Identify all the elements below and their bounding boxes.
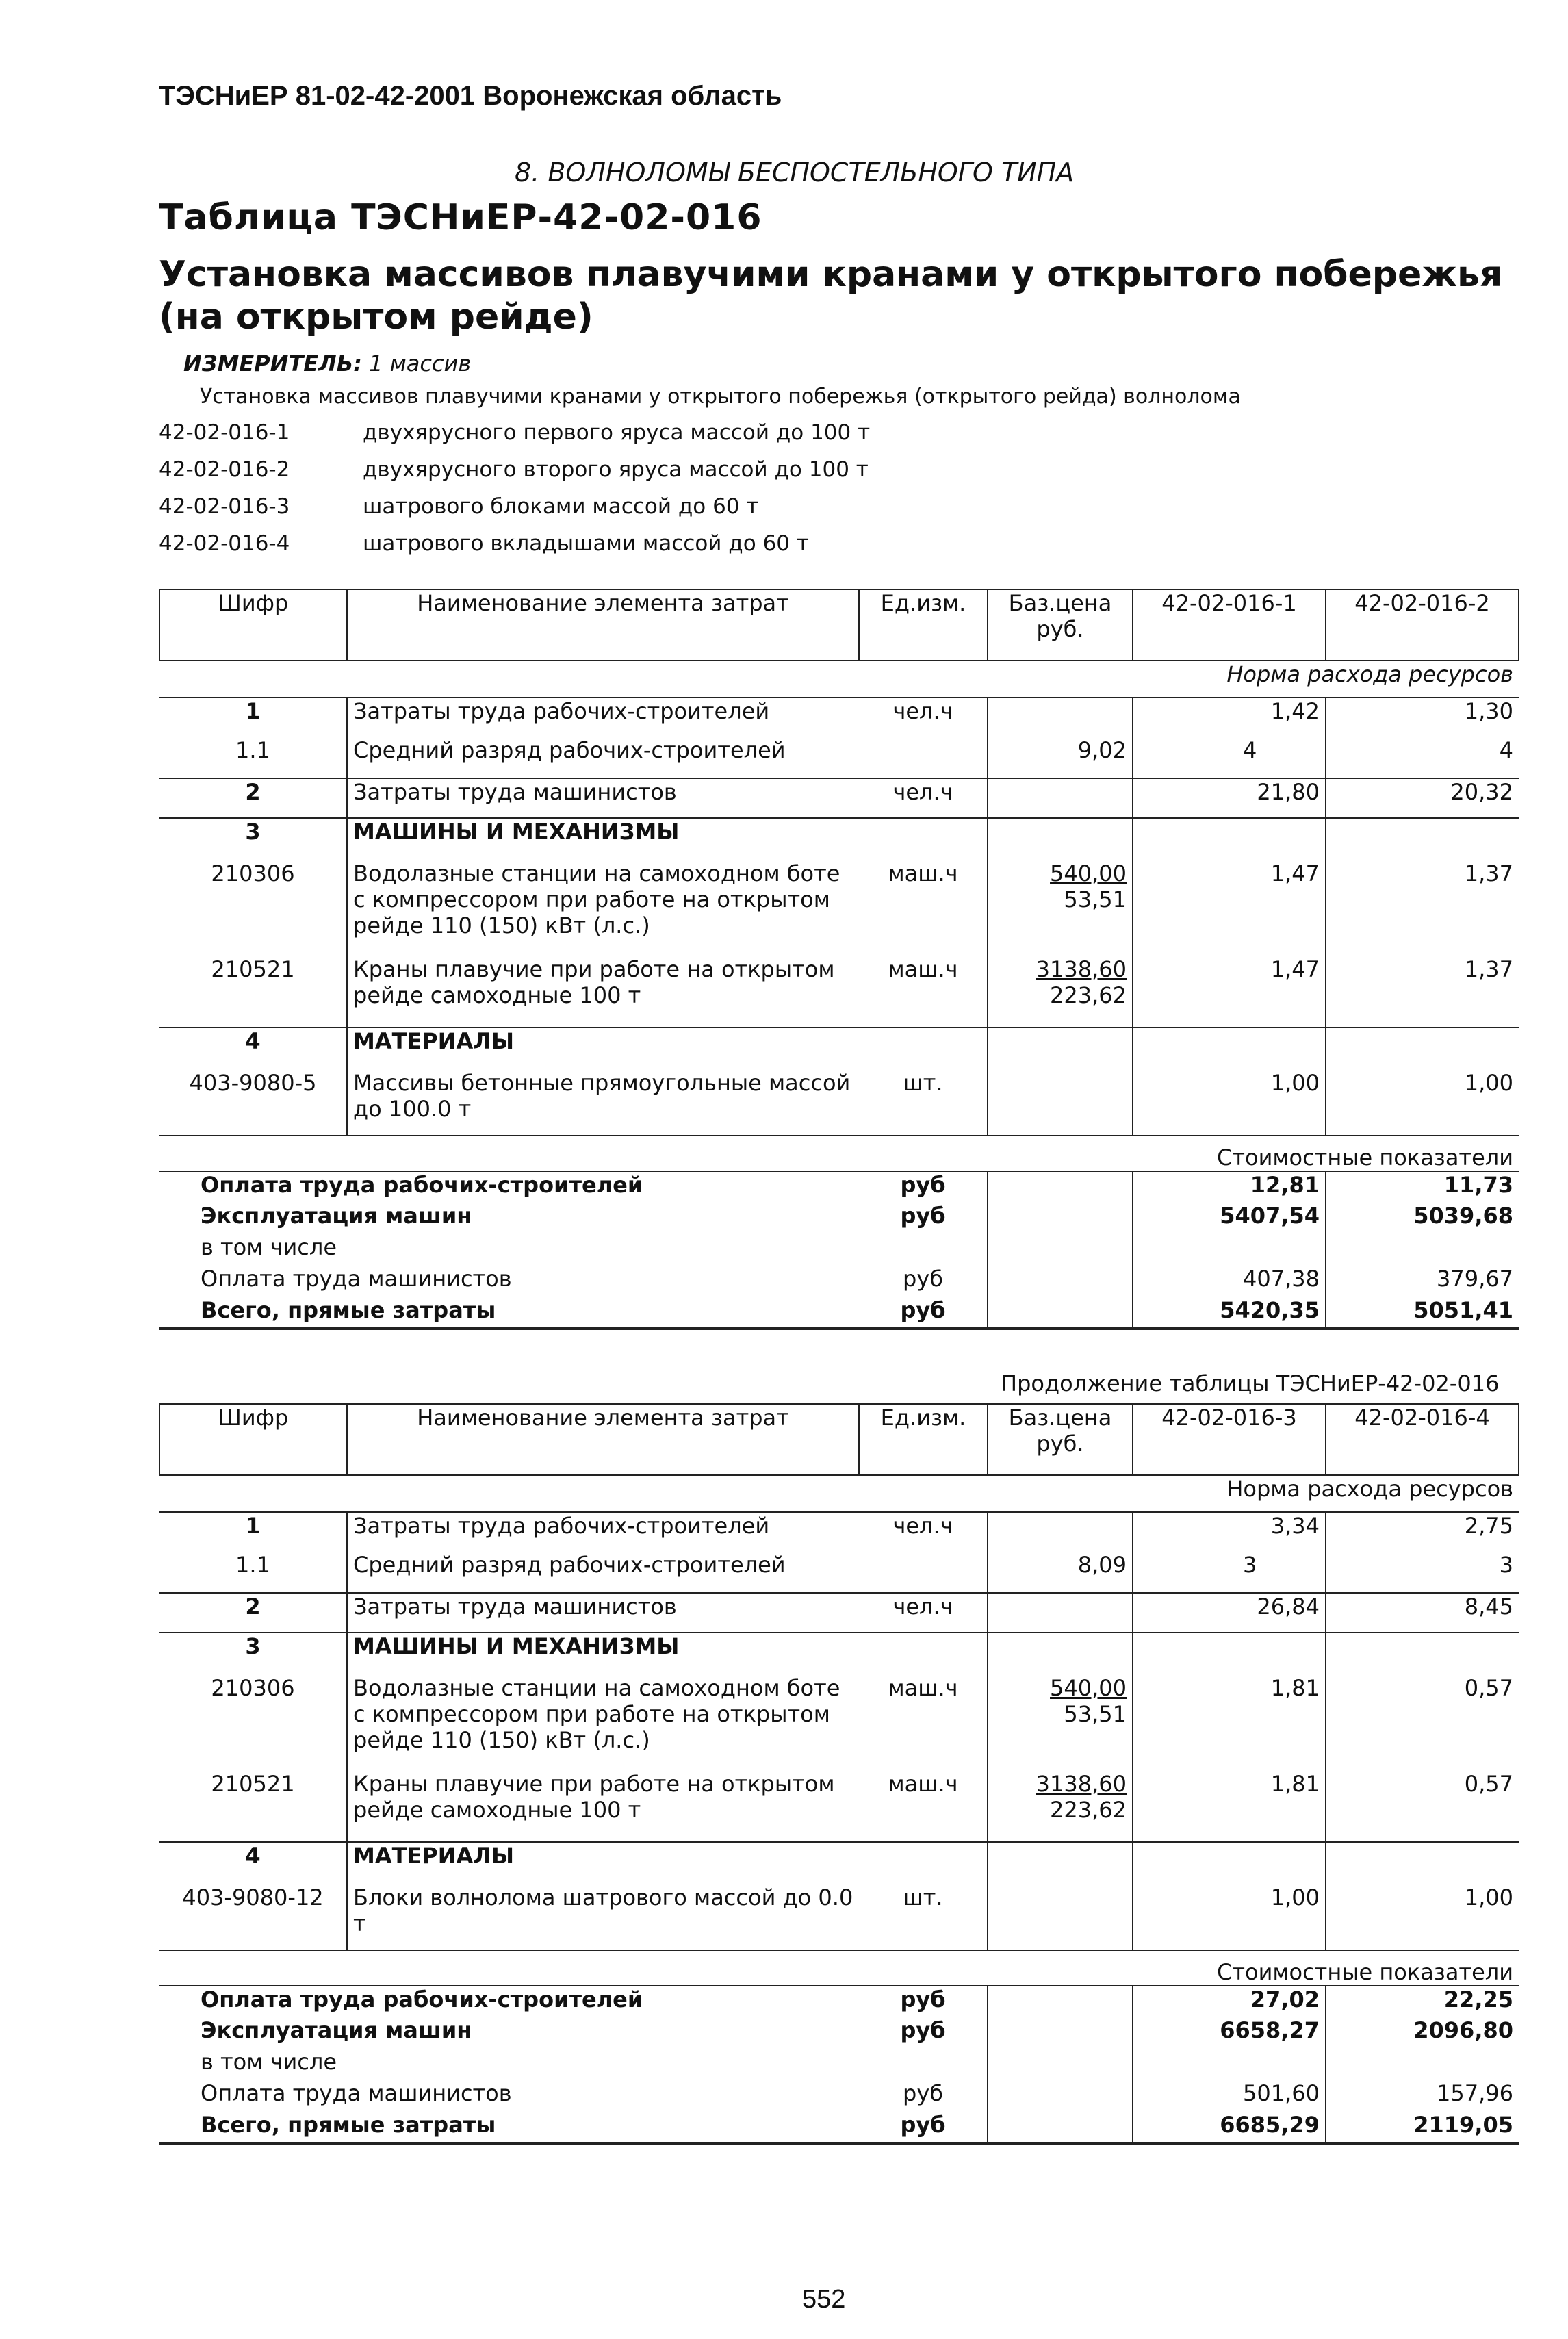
price-base: 3138,60 <box>1036 956 1127 982</box>
code-item <box>159 531 870 568</box>
cost-value-b: 22,25 <box>1326 1986 1519 2017</box>
row-value-a: 1,00 <box>1133 1070 1326 1136</box>
row-unit: маш.ч <box>888 1771 958 1797</box>
col-unit: Ед.изм. <box>859 589 988 661</box>
code-desc: двухярусного первого яруса массой до 100 т <box>363 420 871 445</box>
measure-label: ИЗМЕРИТЕЛЬ: <box>183 350 362 376</box>
row-code: 210306 <box>211 1675 295 1701</box>
cost-row <box>159 1266 1519 1297</box>
col-a: 42-02-016-1 <box>1133 589 1326 661</box>
col-code: Шифр <box>159 1404 347 1475</box>
norm-label-row <box>159 661 1519 698</box>
row-unit: маш.ч <box>888 860 958 886</box>
row-value-a: 4 <box>1133 737 1326 778</box>
norm-label: Норма расхода ресурсов <box>1226 661 1513 687</box>
row-code: 1 <box>159 1512 347 1552</box>
row-value-b: 0,57 <box>1326 1771 1519 1842</box>
code-id: 42-02-016-2 <box>159 457 290 482</box>
cost-value-b: 5039,68 <box>1326 1203 1519 1234</box>
price-wage: 53,51 <box>1064 886 1127 912</box>
table-row <box>159 1552 1519 1593</box>
row-unit: чел.ч <box>859 1512 988 1552</box>
row-value-a: 1,47 <box>1133 860 1326 956</box>
row-unit: маш.ч <box>888 956 958 982</box>
table-row <box>159 956 1519 1027</box>
row-value-a: 1,81 <box>1133 1675 1326 1771</box>
section-row <box>159 1633 1519 1675</box>
row-code: 2 <box>159 778 347 818</box>
cost-value-b: 2096,80 <box>1326 2017 1519 2049</box>
intro-text: Установка массивов плавучими кранами у открытого побережья (открытого рейда) волнолома <box>200 385 1241 409</box>
cost-name: Оплата труда рабочих-строителей <box>159 1986 859 2017</box>
cost-value-a: 12,81 <box>1133 1171 1326 1203</box>
norm-label: Норма расхода ресурсов <box>1226 1476 1513 1502</box>
document-header: ТЭСНиЕР 81-02-42-2001 Воронежская область <box>159 81 782 111</box>
row-name: МАШИНЫ И МЕХАНИЗМЫ <box>347 818 859 860</box>
cost-row <box>159 2080 1519 2112</box>
price-wage: 223,62 <box>1050 982 1127 1008</box>
row-unit: маш.ч <box>888 1675 958 1701</box>
cost-value-b: 379,67 <box>1326 1266 1519 1297</box>
cost-value-a: 6685,29 <box>1133 2112 1326 2143</box>
continuation-label: Продолжение таблицы ТЭСНиЕР-42-02-016 <box>1001 1370 1500 1396</box>
cost-row <box>159 1171 1519 1203</box>
price-base: 3138,60 <box>1036 1771 1127 1797</box>
cost-label: Стоимостные показатели <box>159 1136 1519 1171</box>
cost-name: Эксплуатация машин <box>201 1203 472 1229</box>
row-code: 3 <box>159 1633 347 1675</box>
col-price: Баз.цена руб. <box>988 589 1133 661</box>
cost-unit: руб <box>859 1171 988 1203</box>
row-value-b: 1,37 <box>1326 860 1519 956</box>
cost-unit: руб <box>903 2080 943 2106</box>
code-item <box>159 420 870 457</box>
col-code: Шифр <box>159 589 347 661</box>
cost-row <box>159 1234 1519 1266</box>
row-code: 210521 <box>211 1771 295 1797</box>
cost-unit: руб <box>900 1203 946 1229</box>
row-name: Затраты труда машинистов <box>347 1593 859 1633</box>
code-desc: двухярусного второго яруса массой до 100 т <box>363 457 869 482</box>
cost-row <box>159 1297 1519 1329</box>
cost-label: Стоимостные показатели <box>159 1950 1519 1986</box>
row-price: 8,09 <box>988 1552 1133 1593</box>
norm-label-row <box>159 1475 1519 1512</box>
row-name: МАШИНЫ И МЕХАНИЗМЫ <box>347 1633 859 1675</box>
price-wage: 53,51 <box>1064 1701 1127 1727</box>
table-row <box>159 1593 1519 1633</box>
table-row <box>159 737 1519 778</box>
section-row <box>159 1027 1519 1070</box>
table-row <box>159 860 1519 956</box>
cost-value-a: 501,60 <box>1133 2080 1326 2112</box>
row-code: 4 <box>159 1842 347 1884</box>
row-value-b: 1,30 <box>1326 698 1519 737</box>
code-desc: шатрового блоками массой до 60 т <box>363 494 759 519</box>
code-list <box>159 420 870 568</box>
table-header <box>159 589 1519 661</box>
row-name: Затраты труда машинистов <box>347 778 859 818</box>
row-name: Затраты труда рабочих-строителей <box>347 1512 859 1552</box>
row-code: 4 <box>159 1027 347 1070</box>
row-unit: шт. <box>903 1070 943 1096</box>
cost-note: в том числе <box>201 1234 337 1260</box>
row-code: 403-9080-5 <box>189 1070 317 1096</box>
code-desc: шатрового вкладышами массой до 60 т <box>363 531 809 556</box>
section-row <box>159 1842 1519 1884</box>
row-unit: чел.ч <box>859 698 988 737</box>
row-value-b: 3 <box>1326 1552 1519 1593</box>
cost-label-row <box>159 1136 1519 1171</box>
row-price <box>988 1675 1133 1771</box>
cost-value-a: 407,38 <box>1133 1266 1326 1297</box>
row-value-b: 1,37 <box>1326 956 1519 1027</box>
row-value-b: 20,32 <box>1326 778 1519 818</box>
col-unit: Ед.изм. <box>859 1404 988 1475</box>
row-name: МАТЕРИАЛЫ <box>347 1842 859 1884</box>
row-price <box>988 860 1133 956</box>
row-value-a: 1,00 <box>1133 1884 1326 1950</box>
table-row <box>159 1070 1519 1136</box>
col-name: Наименование элемента затрат <box>347 1404 859 1475</box>
cost-label-row <box>159 1950 1519 1986</box>
cost-name: Оплата труда рабочих-строителей <box>159 1171 859 1203</box>
row-name: Краны плавучие при работе на открытом рейде самоходные 100 т <box>347 956 859 1027</box>
cost-value-a: 27,02 <box>1133 1986 1326 2017</box>
row-name: Средний разряд рабочих-строителей <box>347 737 859 778</box>
code-id: 42-02-016-3 <box>159 494 290 519</box>
row-value-b: 1,00 <box>1326 1070 1519 1136</box>
cost-value-b: 11,73 <box>1326 1171 1519 1203</box>
row-name: МАТЕРИАЛЫ <box>347 1027 859 1070</box>
row-value-b: 8,45 <box>1326 1593 1519 1633</box>
cost-unit: руб <box>900 1297 946 1323</box>
row-value-a: 1,42 <box>1133 698 1326 737</box>
table-row <box>159 1771 1519 1842</box>
row-value-a: 21,80 <box>1133 778 1326 818</box>
norms-table-1 <box>159 589 1519 1330</box>
row-code: 3 <box>159 818 347 860</box>
row-value-b: 0,57 <box>1326 1675 1519 1771</box>
cost-name: Оплата труда машинистов <box>201 2080 512 2106</box>
price-wage: 223,62 <box>1050 1797 1127 1823</box>
row-code: 1.1 <box>235 737 270 763</box>
row-code: 1 <box>159 698 347 737</box>
row-value-a: 3 <box>1133 1552 1326 1593</box>
row-value-a: 1,81 <box>1133 1771 1326 1842</box>
row-unit: шт. <box>903 1884 943 1910</box>
row-name: Средний разряд рабочих-строителей <box>347 1552 859 1593</box>
row-price <box>988 956 1133 1027</box>
section-title: 8. ВОЛНОЛОМЫ БЕСПОСТЕЛЬНОГО ТИПА <box>515 157 1075 188</box>
price-base: 540,00 <box>1050 1675 1127 1701</box>
row-name: Массивы бетонные прямоугольные массой до 100.0 т <box>347 1070 859 1136</box>
row-name: Водолазные станции на самоходном боте с компрессором при работе на открытом рейде 110 (150) кВт (л.с.) <box>347 1675 859 1771</box>
row-value-a: 1,47 <box>1133 956 1326 1027</box>
cost-value-b: 5051,41 <box>1326 1297 1519 1329</box>
table-row <box>159 1675 1519 1771</box>
row-value-a: 26,84 <box>1133 1593 1326 1633</box>
col-a: 42-02-016-3 <box>1133 1404 1326 1475</box>
table-header <box>159 1404 1519 1475</box>
row-name: Водолазные станции на самоходном боте с компрессором при работе на открытом рейде 110 (150) кВт (л.с.) <box>347 860 859 956</box>
cost-row <box>159 2017 1519 2049</box>
row-name: Краны плавучие при работе на открытом рейде самоходные 100 т <box>347 1771 859 1842</box>
table-row <box>159 1512 1519 1552</box>
row-name: Затраты труда рабочих-строителей <box>347 698 859 737</box>
cost-name: Оплата труда машинистов <box>201 1266 512 1292</box>
cost-row <box>159 1203 1519 1234</box>
table-row <box>159 1884 1519 1950</box>
table-row <box>159 698 1519 737</box>
code-id: 42-02-016-1 <box>159 420 290 445</box>
row-price: 9,02 <box>988 737 1133 778</box>
col-name: Наименование элемента затрат <box>347 589 859 661</box>
cost-row <box>159 2112 1519 2143</box>
row-value-b: 4 <box>1326 737 1519 778</box>
cost-row <box>159 1986 1519 2017</box>
cost-value-b: 2119,05 <box>1326 2112 1519 2143</box>
code-id: 42-02-016-4 <box>159 531 290 556</box>
table-row <box>159 778 1519 818</box>
cost-value-b: 157,96 <box>1326 2080 1519 2112</box>
cost-name: Всего, прямые затраты <box>201 1297 496 1323</box>
row-price <box>988 1771 1133 1842</box>
col-b: 42-02-016-4 <box>1326 1404 1519 1475</box>
measure-line <box>183 350 471 376</box>
cost-unit: руб <box>859 1986 988 2017</box>
table-label: Таблица ТЭСНиЕР-42-02-016 <box>159 197 762 238</box>
cost-name: Всего, прямые затраты <box>201 2112 496 2138</box>
code-item <box>159 457 870 494</box>
cost-value-a: 5407,54 <box>1133 1203 1326 1234</box>
row-code: 210306 <box>211 860 295 886</box>
row-value-a: 3,34 <box>1133 1512 1326 1552</box>
cost-unit: руб <box>900 2017 946 2043</box>
row-code: 210521 <box>211 956 295 982</box>
main-title: Установка массивов плавучими кранами у открытого побережья (на открытом рейде) <box>159 254 1503 337</box>
cost-unit: руб <box>900 2112 946 2138</box>
cost-name: Эксплуатация машин <box>201 2017 472 2043</box>
section-row <box>159 818 1519 860</box>
code-item <box>159 494 870 531</box>
row-value-b: 1,00 <box>1326 1884 1519 1950</box>
cost-row <box>159 2049 1519 2080</box>
row-code: 2 <box>159 1593 347 1633</box>
row-value-b: 2,75 <box>1326 1512 1519 1552</box>
col-b: 42-02-016-2 <box>1326 589 1519 661</box>
page-number: 552 <box>802 2285 846 2314</box>
row-code: 403-9080-12 <box>182 1884 324 1910</box>
cost-unit: руб <box>903 1266 943 1292</box>
cost-note: в том числе <box>201 2049 337 2075</box>
row-code: 1.1 <box>235 1552 270 1578</box>
cost-value-a: 5420,35 <box>1133 1297 1326 1329</box>
row-unit: чел.ч <box>859 1593 988 1633</box>
row-unit: чел.ч <box>859 778 988 818</box>
col-price: Баз.цена руб. <box>988 1404 1133 1475</box>
norms-table-2 <box>159 1403 1519 2145</box>
cost-value-a: 6658,27 <box>1133 2017 1326 2049</box>
measure-value: 1 массив <box>369 350 472 376</box>
row-name: Блоки волнолома шатрового массой до 0.0 т <box>347 1884 859 1950</box>
price-base: 540,00 <box>1050 860 1127 886</box>
